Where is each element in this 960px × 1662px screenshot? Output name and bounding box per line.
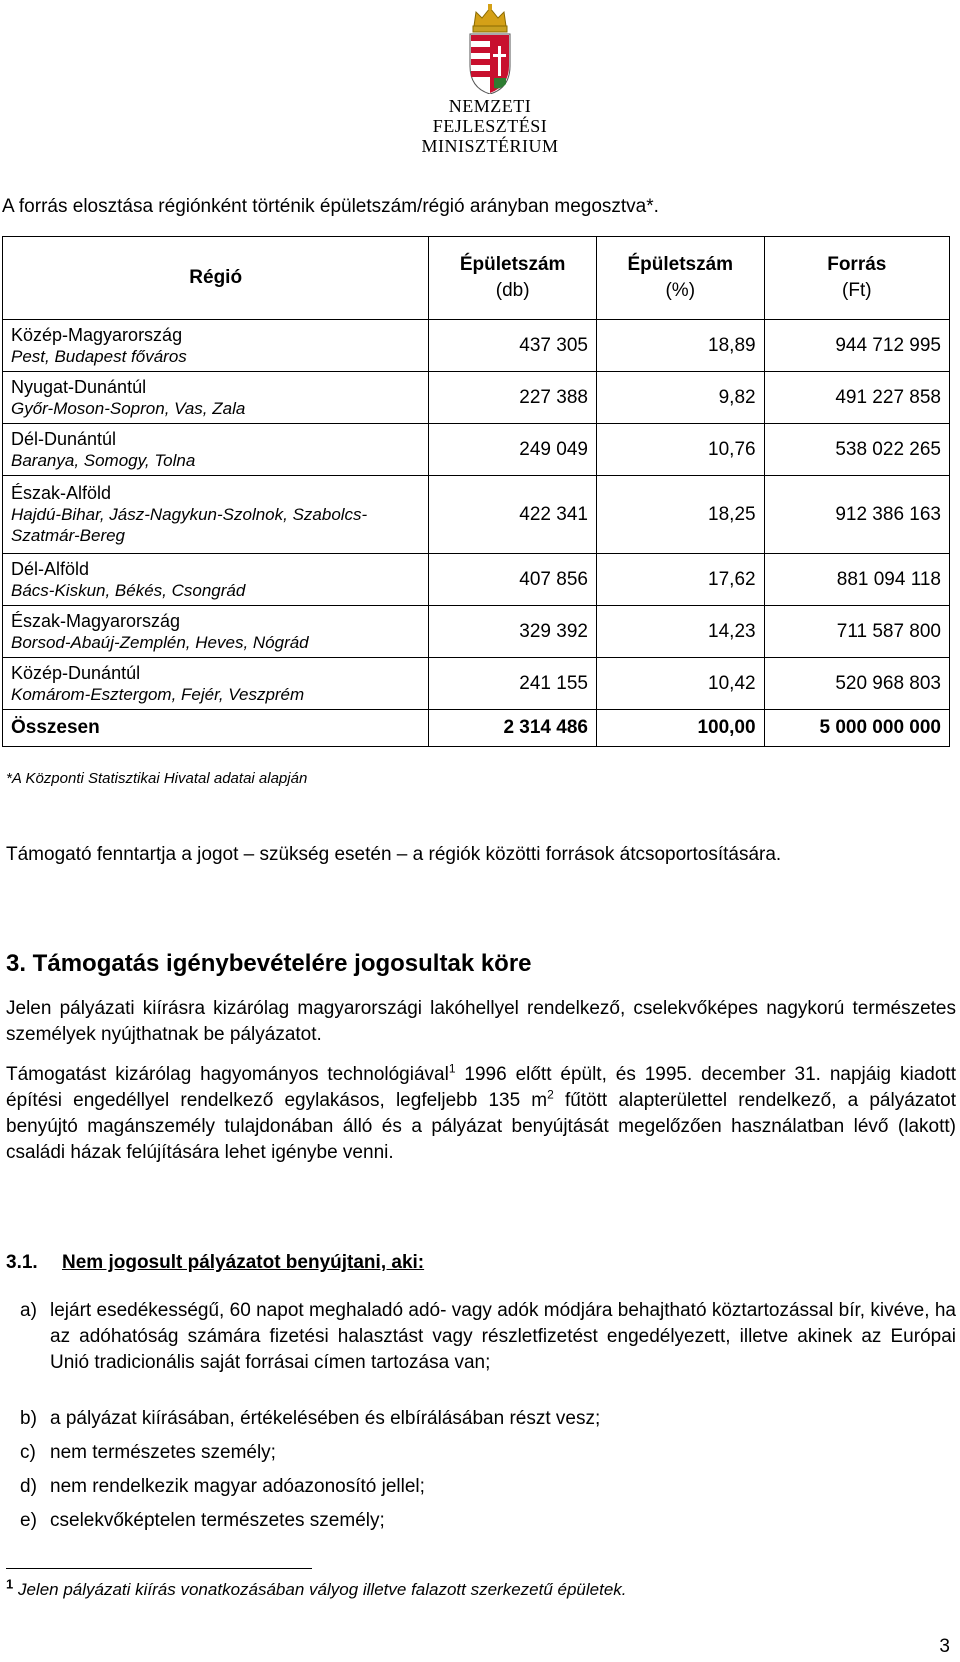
list-text: lejárt esedékességű, 60 napot meghaladó adó- vagy adók módjára behajtható köztartozással bír, kivéve, ha az adóhatóság számára fizetési halasztást vagy részletfizetést engedélyezett, illetve akinek az Európai Unió tradicionális saját forrásai címen tartozása van; <box>50 1300 956 1373</box>
table-row <box>3 606 950 658</box>
total-percent: 100,00 <box>596 710 764 747</box>
list-marker: a) <box>20 1300 37 1321</box>
list-item <box>20 1474 956 1500</box>
region-cell <box>3 424 429 476</box>
cell-count: 249 049 <box>429 424 597 476</box>
cell-count: 437 305 <box>429 320 597 372</box>
region-counties: Komárom-Esztergom, Fejér, Veszprém <box>11 684 305 704</box>
cell-count: 422 341 <box>429 476 597 554</box>
table-row <box>3 554 950 606</box>
source-note: *A Központi Statisztikai Hivatal adatai alapján <box>6 770 308 787</box>
region-name: Észak-Magyarország <box>11 610 181 631</box>
list-marker: c) <box>20 1442 36 1463</box>
section-3-para1: Jelen pályázati kiírásra kizárólag magyarországi lakóhellyel rendelkező, cselekvőképes nagykorú természetes személyek nyújthatnak be pályázatot. <box>6 998 956 1045</box>
region-cell <box>3 606 429 658</box>
section-3-1-title: 3.1. Nem jogosult pályázatot benyújtani, aki: <box>6 1252 425 1273</box>
footnote: $^1$ Jelen pályázati kiírás vonatkozásában vályog illetve falazott szerkezetű épületek. <box>6 1576 627 1599</box>
total-funding: 5 000 000 000 <box>764 710 949 747</box>
section-3-title: 3. Támogatás igénybevételére jogosultak köre <box>6 950 532 977</box>
region-counties: Baranya, Somogy, Tolna <box>11 450 196 470</box>
list-marker: e) <box>20 1510 37 1531</box>
total-count: 2 314 486 <box>429 710 597 747</box>
header-region: Régió <box>3 237 429 320</box>
coat-of-arms-icon <box>466 4 514 94</box>
table-header-row <box>3 237 950 320</box>
cell-count: 241 155 <box>429 658 597 710</box>
region-counties: Győr-Moson-Sopron, Vas, Zala <box>11 398 246 418</box>
ministry-name-line2: MINISZTÉRIUM <box>421 136 559 156</box>
table-row <box>3 372 950 424</box>
cell-count: 407 856 <box>429 554 597 606</box>
list-text: nem természetes személy; <box>50 1442 276 1463</box>
ministry-logo <box>390 4 590 156</box>
list-text: nem rendelkezik magyar adóazonosító jellel; <box>50 1476 425 1497</box>
cell-count: 227 388 <box>429 372 597 424</box>
cell-pct: 17,62 <box>596 554 764 606</box>
region-cell <box>3 320 429 372</box>
cell-ft: 912 386 163 <box>764 476 949 554</box>
region-name: Dél-Dunántúl <box>11 428 117 449</box>
total-label: Összesen <box>3 710 429 747</box>
list-marker: d) <box>20 1476 37 1497</box>
page-number: 3 <box>939 1636 950 1657</box>
table-row <box>3 476 950 554</box>
region-name: Közép-Magyarország <box>11 324 183 345</box>
cell-ft: 538 022 265 <box>764 424 949 476</box>
region-name: Nyugat-Dunántúl <box>11 376 147 397</box>
region-name: Közép-Dunántúl <box>11 662 141 683</box>
region-counties: Pest, Budapest főváros <box>11 346 187 366</box>
footnote-ref: 1 <box>448 1061 456 1076</box>
table-total-row <box>3 710 950 747</box>
cell-count: 329 392 <box>429 606 597 658</box>
region-cell <box>3 476 429 554</box>
footnote-separator <box>6 1568 312 1569</box>
cell-pct: 10,42 <box>596 658 764 710</box>
list-item <box>20 1440 956 1466</box>
header-count: Épületszám (db) <box>429 237 597 320</box>
region-cell <box>3 554 429 606</box>
list-text: cselekvőképtelen természetes személy; <box>50 1510 385 1531</box>
region-counties: Borsod-Abaúj-Zemplén, Heves, Nógrád <box>11 632 309 652</box>
table-row <box>3 320 950 372</box>
list-item <box>20 1406 956 1432</box>
cell-pct: 18,25 <box>596 476 764 554</box>
table-row <box>3 658 950 710</box>
region-cell <box>3 658 429 710</box>
intro-text: A forrás elosztása régiónként történik épületszám/régió arányban megosztva*. <box>2 196 659 217</box>
cell-pct: 9,82 <box>596 372 764 424</box>
cell-ft: 520 968 803 <box>764 658 949 710</box>
cell-ft: 881 094 118 <box>764 554 949 606</box>
cell-pct: 18,89 <box>596 320 764 372</box>
cell-pct: 10,76 <box>596 424 764 476</box>
table-row <box>3 424 950 476</box>
region-counties: Bács-Kiskun, Békés, Csongrád <box>11 580 246 600</box>
header-percent: Épületszám (%) <box>596 237 764 320</box>
section-3-para2: Támogatást kizárólag hagyományos technológiával$^1$ 1996 előtt épült, és 1995. december 31. napjáig kiadott építési engedéllyel rendelkező egylakásos, legfeljebb 135 $m^2$ fűtött alapterülettel rendelkező, a pályázatot benyújtó magánszemély tulajdonában álló és a pályázat benyújtását megelőzően használatban lévő (lakott) családi házak felújítására lehet igénybe venni. <box>6 1061 956 1163</box>
cell-ft: 491 227 858 <box>764 372 949 424</box>
region-cell <box>3 372 429 424</box>
region-counties: Hajdú-Bihar, Jász-Nagykun-Szolnok, Szabolcs-Szatmár-Bereg <box>11 505 368 545</box>
header-funding: Forrás (Ft) <box>764 237 949 320</box>
cell-ft: 944 712 995 <box>764 320 949 372</box>
reserve-note: Támogató fenntartja a jogot – szükség esetén – a régiók közötti források átcsoportosítására. <box>6 844 782 865</box>
list-marker: b) <box>20 1408 37 1429</box>
region-name: Dél-Alföld <box>11 558 90 579</box>
cell-ft: 711 587 800 <box>764 606 949 658</box>
list-text: a pályázat kiírásában, értékelésében és elbírálásában részt vesz; <box>50 1408 601 1429</box>
region-name: Észak-Alföld <box>11 483 112 503</box>
list-item <box>20 1298 956 1376</box>
list-item <box>20 1508 956 1534</box>
ministry-name-line1: NEMZETI FEJLESZTÉSI <box>432 96 548 136</box>
cell-pct: 14,23 <box>596 606 764 658</box>
region-allocation-table <box>2 236 950 747</box>
